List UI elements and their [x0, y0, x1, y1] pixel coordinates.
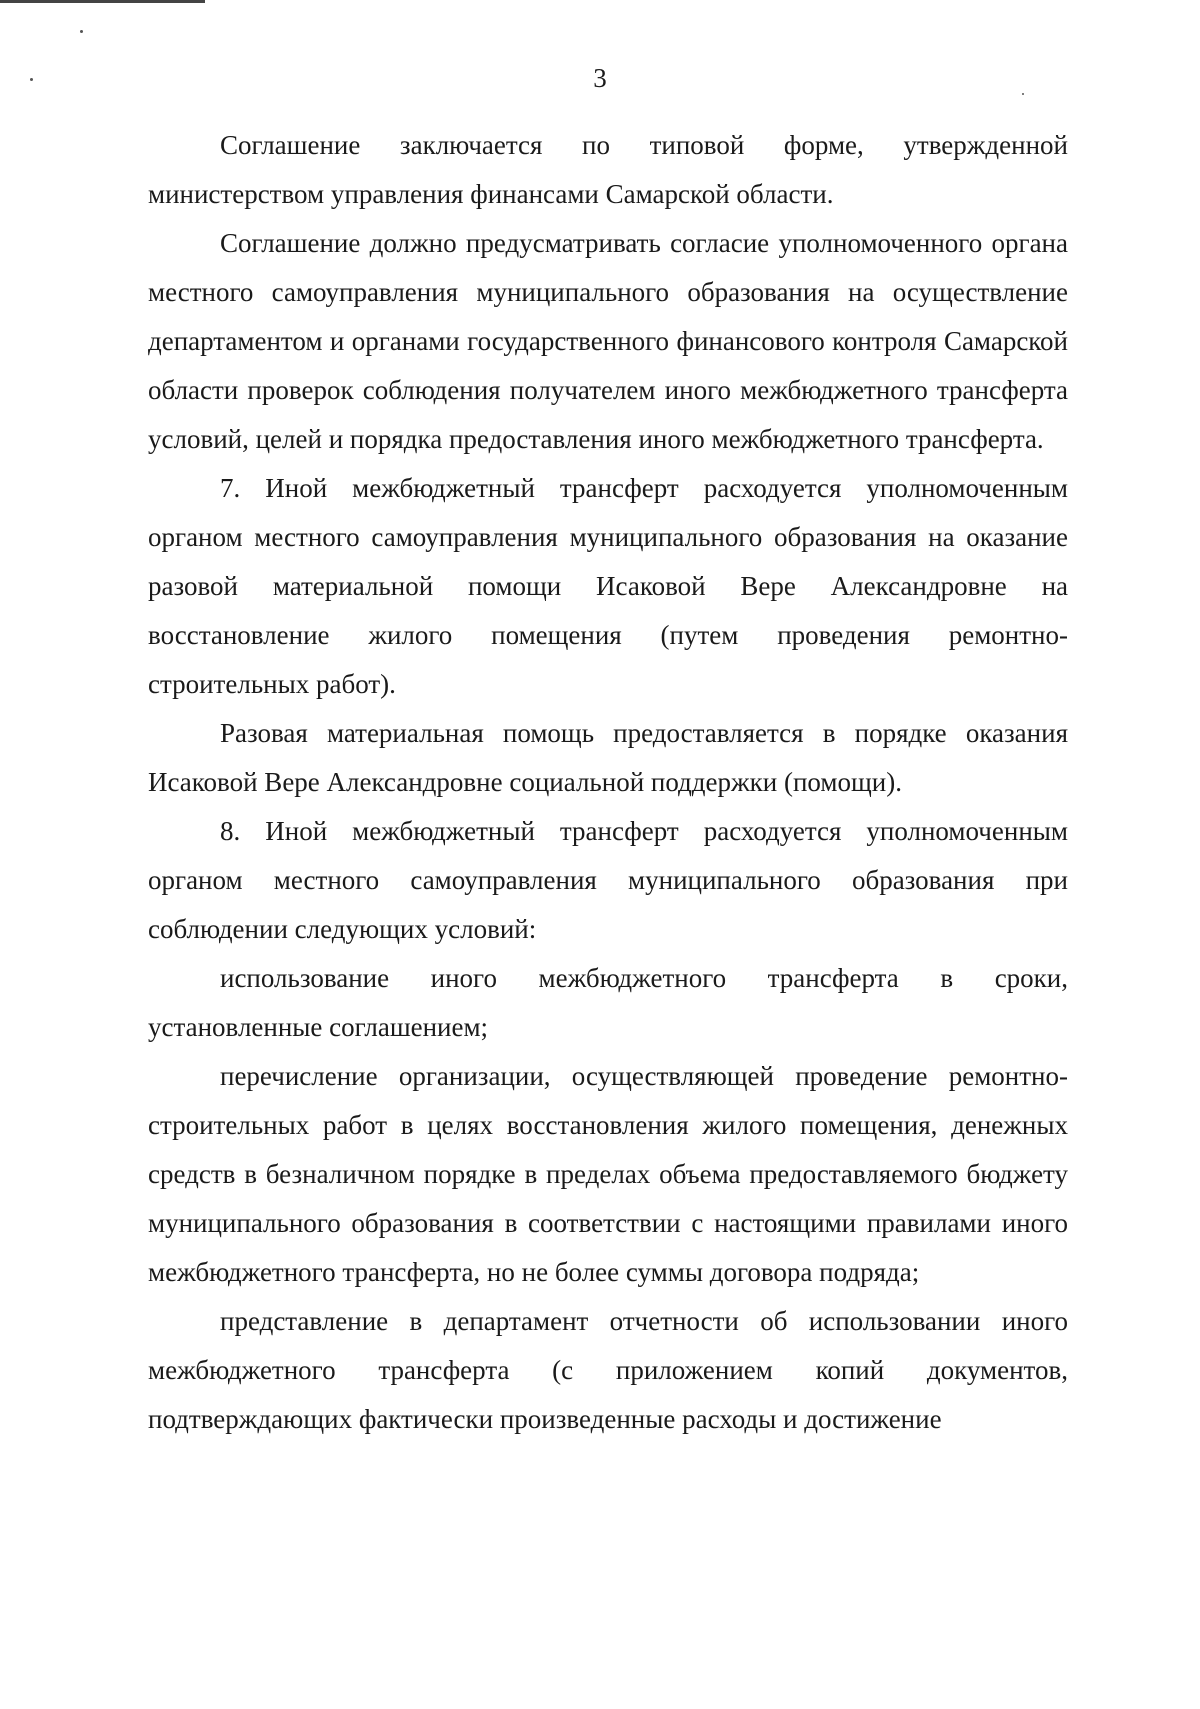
paragraph-agreement-form: Соглашение заключается по типовой форме, утвержденной министерством управления финансами Самарской области. [148, 130, 1068, 209]
paragraph-one-time-aid: Разовая материальная помощь предоставляется в порядке оказания Исаковой Вере Александровне социальной поддержки (помощи). [148, 718, 1068, 797]
paragraph-item-7: 7. Иной межбюджетный трансферт расходуется уполномоченным органом местного самоуправления муниципального образования на оказание разовой материальной помощи Исаковой Вере Александровне на восстановление жилого помещения (путем проведения ремонтно-строительных работ). [148, 473, 1068, 699]
paragraph-item-8: 8. Иной межбюджетный трансферт расходуется уполномоченным органом местного самоуправления муниципального образования при соблюдении следующих условий: [148, 816, 1068, 944]
scan-edge-mark [0, 0, 205, 3]
paragraph-condition-usage: использование иного межбюджетного трансферта в сроки, установленные соглашением; [148, 963, 1068, 1042]
page-number: 3 [593, 63, 607, 93]
scan-speck [80, 30, 83, 33]
document-body [148, 121, 1068, 1444]
paragraph-agreement-consent: Соглашение должно предусматривать согласие уполномоченного органа местного самоуправления муниципального образования на осуществление департаментом и органами государственного финансового контроля Самарской области проверок соблюдения получателем иного межбюджетного трансферта условий, целей и порядка предоставления иного межбюджетного трансферта. [148, 228, 1068, 454]
paragraph-condition-reporting: представление в департамент отчетности об использовании иного межбюджетного трансферта (с приложением копий документов, подтверждающих фактически произведенные расходы и достижение [148, 1306, 1068, 1434]
paragraph-condition-transfer: перечисление организации, осуществляющей проведение ремонтно-строительных работ в целях восстановления жилого помещения, денежных средств в безналичном порядке в пределах объема предоставляемого бюджету муниципального образования в соответствии с настоящими правилами иного межбюджетного трансферта, но не более суммы договора подряда; [148, 1061, 1068, 1287]
